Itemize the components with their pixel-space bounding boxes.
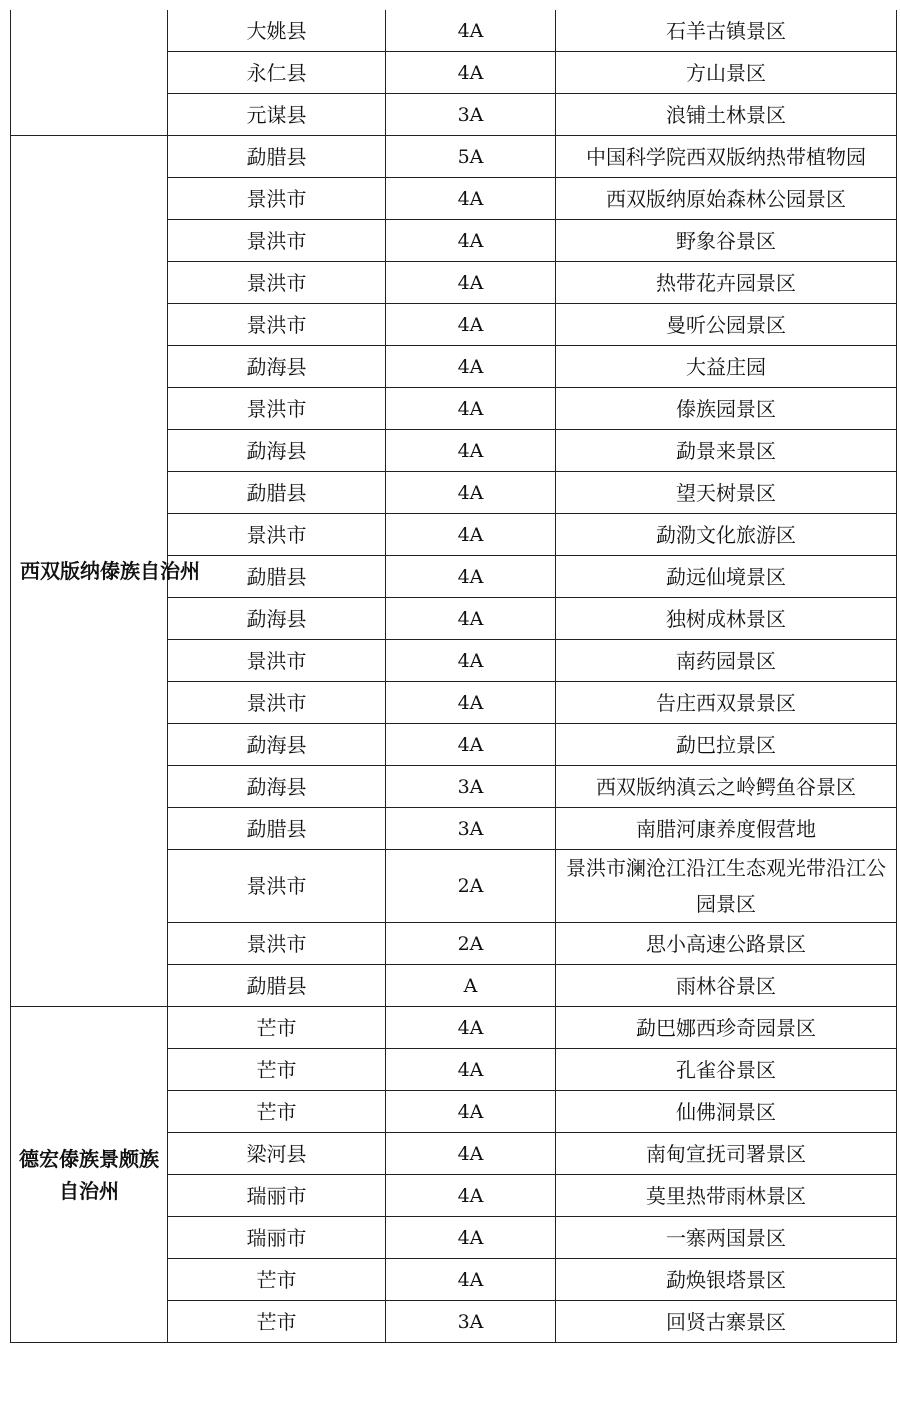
- level-cell: 4A: [386, 556, 556, 598]
- scenic-name-cell: 石羊古镇景区: [556, 10, 897, 52]
- county-cell: 景洪市: [168, 304, 386, 346]
- scenic-name-cell: 仙佛洞景区: [556, 1091, 897, 1133]
- scenic-name-cell: 方山景区: [556, 52, 897, 94]
- scenic-name-cell: 热带花卉园景区: [556, 262, 897, 304]
- scenic-name-cell: 回贤古寨景区: [556, 1301, 897, 1343]
- scenic-name-cell: 勐泐文化旅游区: [556, 514, 897, 556]
- table-row: [11, 10, 897, 52]
- county-cell: 景洪市: [168, 514, 386, 556]
- level-cell: 4A: [386, 1091, 556, 1133]
- county-cell: 勐海县: [168, 766, 386, 808]
- region-cell: [11, 10, 168, 136]
- scenic-name-cell: 勐巴拉景区: [556, 724, 897, 766]
- scenic-name-cell: 思小高速公路景区: [556, 923, 897, 965]
- level-cell: 3A: [386, 808, 556, 850]
- county-cell: 景洪市: [168, 850, 386, 923]
- county-cell: 景洪市: [168, 388, 386, 430]
- level-cell: 3A: [386, 1301, 556, 1343]
- level-cell: 4A: [386, 1217, 556, 1259]
- level-cell: 4A: [386, 1133, 556, 1175]
- scenic-area-table: [10, 10, 897, 1343]
- county-cell: 勐海县: [168, 430, 386, 472]
- scenic-name-cell: 勐远仙境景区: [556, 556, 897, 598]
- region-cell: [11, 136, 200, 1007]
- county-cell: 勐腊县: [168, 472, 386, 514]
- scenic-name-cell: 大益庄园: [556, 346, 897, 388]
- county-cell: 勐腊县: [168, 556, 386, 598]
- level-cell: 2A: [386, 923, 556, 965]
- level-cell: 4A: [386, 640, 556, 682]
- scenic-name-cell: 孔雀谷景区: [556, 1049, 897, 1091]
- county-cell: 景洪市: [168, 178, 386, 220]
- scenic-name-cell: 雨林谷景区: [556, 965, 897, 1007]
- county-cell: 芒市: [168, 1091, 386, 1133]
- county-cell: 勐海县: [168, 724, 386, 766]
- region-cell: [11, 1007, 168, 1343]
- county-cell: 勐腊县: [168, 136, 386, 178]
- region-label: 德宏傣族景颇族自治州: [19, 1146, 159, 1203]
- level-cell: 4A: [386, 430, 556, 472]
- level-cell: 4A: [386, 304, 556, 346]
- level-cell: 4A: [386, 262, 556, 304]
- county-cell: 梁河县: [168, 1133, 386, 1175]
- scenic-name-cell: 中国科学院西双版纳热带植物园: [556, 136, 897, 178]
- level-cell: 4A: [386, 1175, 556, 1217]
- scenic-name-cell: 曼听公园景区: [556, 304, 897, 346]
- level-cell: 4A: [386, 598, 556, 640]
- scenic-name-cell: 独树成林景区: [556, 598, 897, 640]
- scenic-name-cell: 南腊河康养度假营地: [556, 808, 897, 850]
- county-cell: 景洪市: [168, 682, 386, 724]
- level-cell: 4A: [386, 1049, 556, 1091]
- scenic-name-cell: 勐焕银塔景区: [556, 1259, 897, 1301]
- county-cell: 永仁县: [168, 52, 386, 94]
- scenic-name-cell: 南药园景区: [556, 640, 897, 682]
- level-cell: 4A: [386, 472, 556, 514]
- scenic-name-cell: 浪铺土林景区: [556, 94, 897, 136]
- county-cell: 景洪市: [168, 923, 386, 965]
- level-cell: 4A: [386, 1259, 556, 1301]
- level-cell: 4A: [386, 10, 556, 52]
- table-row: [11, 136, 897, 178]
- region-label: 西双版纳傣族自治州: [20, 559, 200, 583]
- county-cell: 芒市: [168, 1259, 386, 1301]
- county-cell: 瑞丽市: [168, 1175, 386, 1217]
- level-cell: 2A: [386, 850, 556, 923]
- scenic-name-cell: 一寨两国景区: [556, 1217, 897, 1259]
- level-cell: 4A: [386, 1007, 556, 1049]
- county-cell: 景洪市: [168, 220, 386, 262]
- level-cell: 4A: [386, 346, 556, 388]
- level-cell: 4A: [386, 220, 556, 262]
- level-cell: A: [386, 965, 556, 1007]
- scenic-name-cell: 勐巴娜西珍奇园景区: [556, 1007, 897, 1049]
- county-cell: 元谋县: [168, 94, 386, 136]
- county-cell: 景洪市: [168, 262, 386, 304]
- county-cell: 芒市: [168, 1007, 386, 1049]
- level-cell: 4A: [386, 682, 556, 724]
- level-cell: 4A: [386, 52, 556, 94]
- level-cell: 5A: [386, 136, 556, 178]
- scenic-name-cell: 傣族园景区: [556, 388, 897, 430]
- county-cell: 景洪市: [168, 640, 386, 682]
- county-cell: 勐腊县: [168, 965, 386, 1007]
- table-body: [11, 10, 897, 1343]
- scenic-name-cell: 西双版纳原始森林公园景区: [556, 178, 897, 220]
- scenic-name-cell: 望天树景区: [556, 472, 897, 514]
- scenic-name-cell: 勐景来景区: [556, 430, 897, 472]
- county-cell: 大姚县: [168, 10, 386, 52]
- county-cell: 勐海县: [168, 346, 386, 388]
- level-cell: 4A: [386, 178, 556, 220]
- county-cell: 芒市: [168, 1301, 386, 1343]
- county-cell: 勐海县: [168, 598, 386, 640]
- scenic-name-cell: 景洪市澜沧江沿江生态观光带沿江公园景区: [556, 850, 897, 923]
- level-cell: 4A: [386, 724, 556, 766]
- county-cell: 勐腊县: [168, 808, 386, 850]
- level-cell: 4A: [386, 514, 556, 556]
- level-cell: 4A: [386, 388, 556, 430]
- level-cell: 3A: [386, 766, 556, 808]
- scenic-name-cell: 南甸宣抚司署景区: [556, 1133, 897, 1175]
- level-cell: 3A: [386, 94, 556, 136]
- county-cell: 芒市: [168, 1049, 386, 1091]
- county-cell: 瑞丽市: [168, 1217, 386, 1259]
- table-row: [11, 1007, 897, 1049]
- scenic-name-cell: 莫里热带雨林景区: [556, 1175, 897, 1217]
- scenic-name-cell: 西双版纳滇云之岭鳄鱼谷景区: [556, 766, 897, 808]
- scenic-name-cell: 告庄西双景景区: [556, 682, 897, 724]
- scenic-name-cell: 野象谷景区: [556, 220, 897, 262]
